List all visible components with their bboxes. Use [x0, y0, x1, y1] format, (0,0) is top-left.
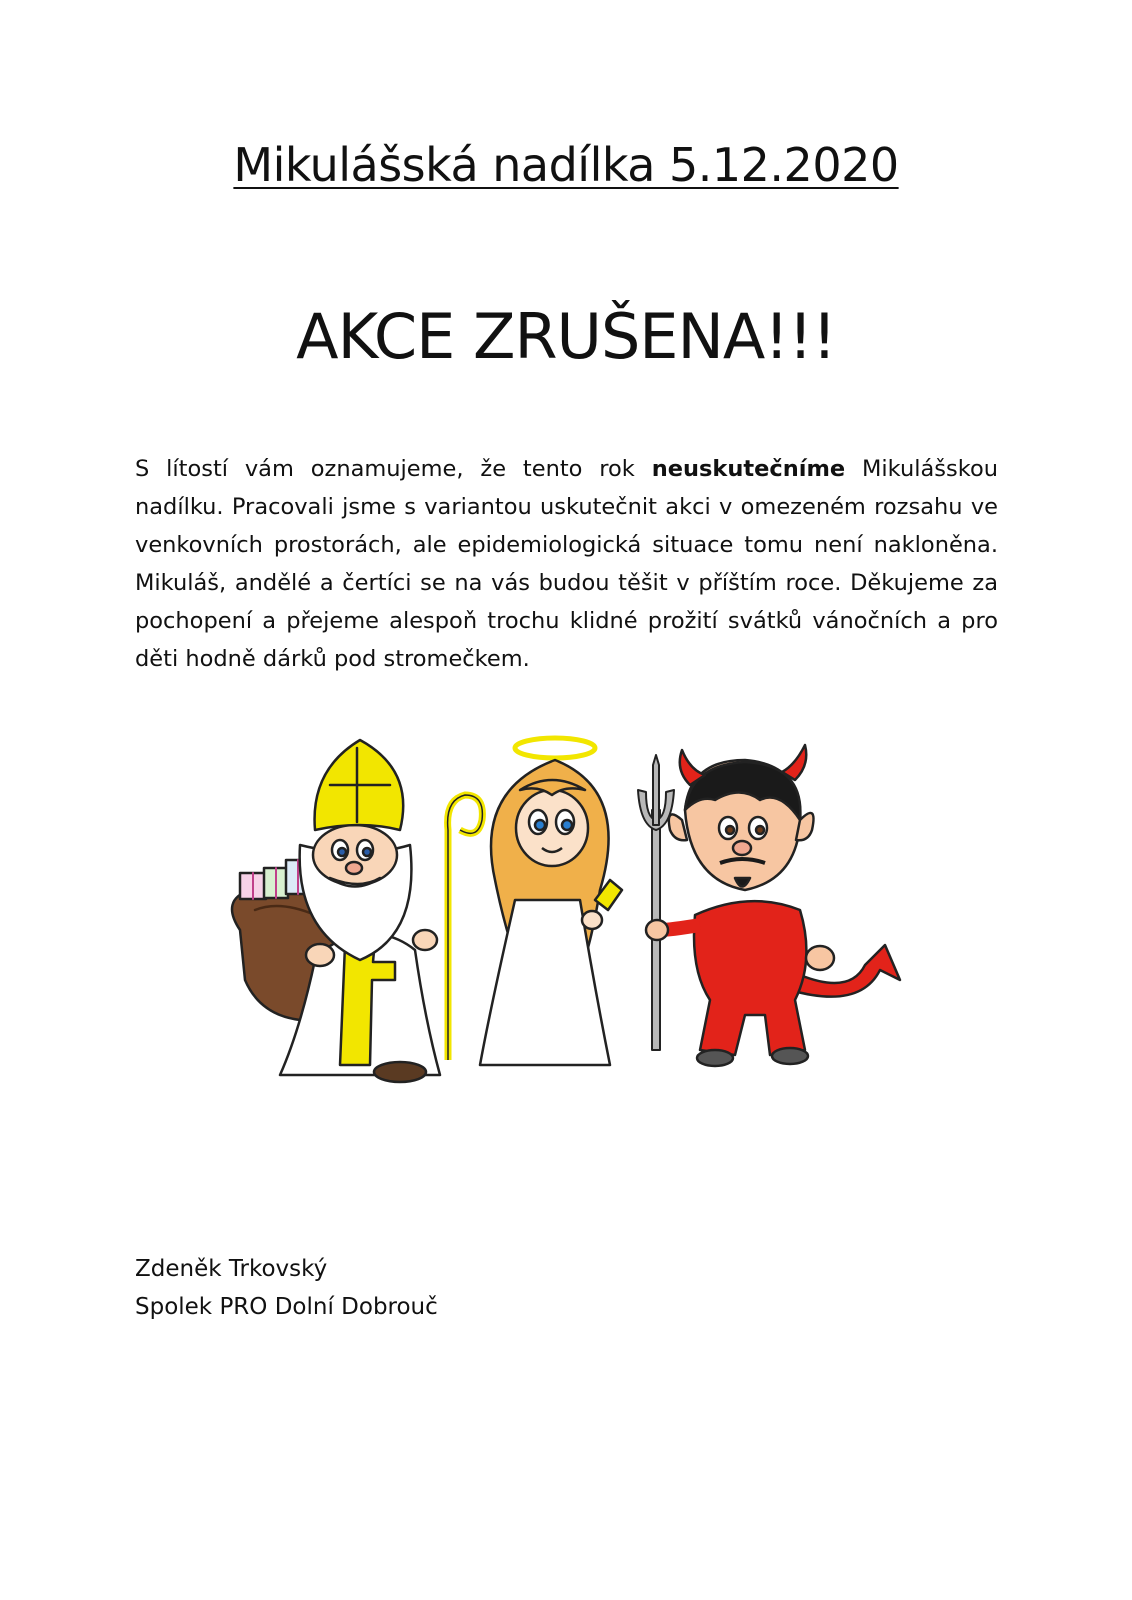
crozier-icon — [448, 795, 483, 1060]
signature-name: Zdeněk Trkovský — [135, 1256, 328, 1282]
devil-icon — [646, 745, 900, 1066]
paragraph-text-end: Mikulášskou nadílku. Pracovali jsme s variantou uskutečnit akci v omezeném rozsahu ve venkovních prostorách, ale epidemiologická situace tomu není nakloněna. Mikuláš, andělé a čertíci se na vás budou těšit v příštím roce. Děkujeme za pochopení a přejeme alespoň trochu klidné prožití svátků vánočních a pro děti hodně dárků pod stromečkem. — [135, 456, 999, 672]
signature-organization: Spolek PRO Dolní Dobrouč — [135, 1294, 438, 1320]
cancellation-headline: AKCE ZRUŠENA!!! — [296, 300, 836, 373]
page-title — [0, 138, 1132, 192]
paragraph-text-start: S lítostí vám oznamujeme, že tento rok — [135, 456, 652, 482]
page-title-text: Mikulášská nadílka 5.12.2020 — [233, 138, 899, 192]
angel-icon — [480, 738, 622, 1065]
trident-icon — [638, 755, 674, 1050]
signature-block — [135, 1250, 438, 1326]
announcement-paragraph — [135, 450, 998, 678]
illustration — [220, 730, 940, 1100]
paragraph-bold-word: neuskutečníme — [651, 456, 846, 482]
saint-nicholas-icon — [232, 740, 440, 1082]
